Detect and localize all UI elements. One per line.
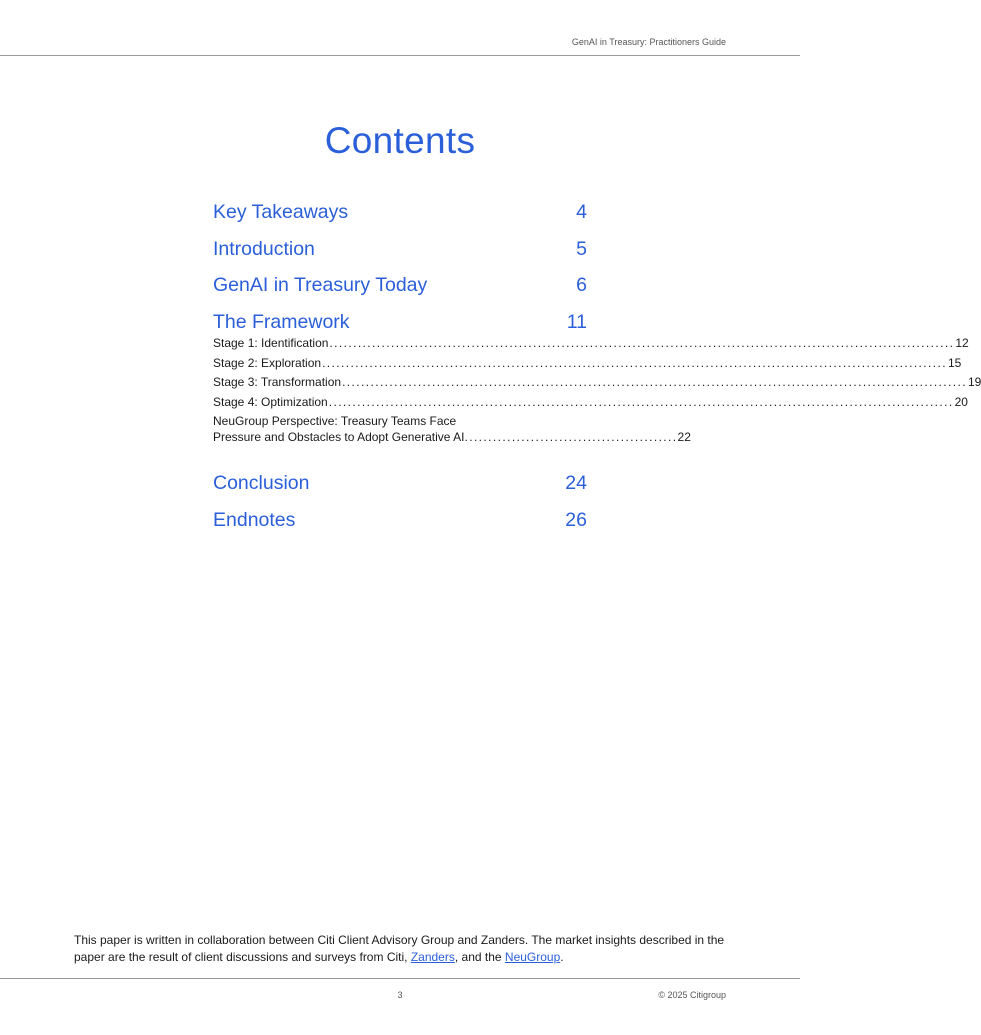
header-rule [0,55,800,56]
toc-entry-page[interactable]: 11 [566,311,587,334]
toc-entry-page[interactable]: 24 [565,472,587,494]
zanders-link[interactable]: Zanders [410,950,455,964]
toc-entry-page[interactable]: 26 [565,508,587,531]
table-of-contents-end [213,470,587,543]
page-number: 3 [397,990,403,1000]
toc-subentry-label-line2[interactable]: Pressure and Obstacles to Adopt Generative AI [213,430,465,445]
toc-entry-label[interactable]: The Framework [213,311,350,334]
footer-rule [0,978,800,979]
toc-entry-label[interactable]: Conclusion [213,472,310,494]
toc-entry-label[interactable]: GenAI in Treasury Today [213,274,428,297]
toc-subentry-page[interactable]: 15 [947,355,962,370]
toc-subentry-label[interactable]: Stage 4: Optimization [213,394,328,409]
toc-subentry-stage-1[interactable] [213,335,969,355]
toc-entry-introduction[interactable] [213,236,587,273]
toc-subentry-stage-4[interactable] [213,394,968,414]
toc-entry-genai-in-treasury-today[interactable] [213,272,587,309]
toc-entry-page[interactable]: 4 [576,201,587,223]
toc-subentry-page[interactable]: 22 [677,430,691,445]
toc-entry-page[interactable]: 5 [576,237,587,260]
toc-subentry-label-line1[interactable]: NeuGroup Perspective: Treasury Teams Face [213,414,457,429]
note-text: , and the [454,950,505,964]
running-header: GenAI in Treasury: Practitioners Guide [571,37,726,47]
page-title: Contents [324,120,476,161]
copyright: © 2025 Citigroup [658,990,726,1000]
toc-leader-dots [329,335,954,351]
toc-entry-conclusion[interactable] [213,470,587,507]
note-text: . [560,950,564,964]
toc-entry-the-framework[interactable] [213,309,587,333]
collaboration-note [74,932,726,966]
note-text: This paper is written in collaboration between Citi Client Advisory Group and Zanders. The market insights described in the paper are the result of client discussions and surveys from Citi, [74,933,725,964]
toc-subentry-line2[interactable] [213,429,691,445]
toc-subentry-stage-3[interactable] [213,374,981,394]
toc-subentry-stage-2[interactable] [213,355,962,375]
neugroup-link[interactable]: NeuGroup [504,950,561,964]
table-of-contents [213,199,981,445]
toc-subentry-label[interactable]: Stage 1: Identification [213,336,329,351]
toc-subentry-page[interactable]: 20 [954,394,968,409]
toc-subentry-neugroup-perspective[interactable] [213,413,691,445]
toc-leader-dots [342,374,967,390]
toc-subentry-label[interactable]: Stage 3: Transformation [213,375,342,390]
toc-entry-endnotes[interactable] [213,507,587,544]
toc-leader-dots [322,355,947,371]
toc-entry-label[interactable]: Key Takeaways [213,201,349,223]
toc-leader-dots: ............................................. [464,430,678,445]
toc-entry-key-takeaways[interactable] [213,199,587,236]
toc-subentry-label[interactable]: Stage 2: Exploration [213,355,322,370]
toc-entry-page[interactable]: 6 [576,274,587,297]
toc-entry-label[interactable]: Introduction [213,237,315,260]
toc-leader-dots [329,394,954,410]
toc-subentry-page[interactable]: 19 [967,375,981,390]
toc-subentry-page[interactable]: 12 [955,336,969,351]
toc-entry-label[interactable]: Endnotes [213,508,296,531]
